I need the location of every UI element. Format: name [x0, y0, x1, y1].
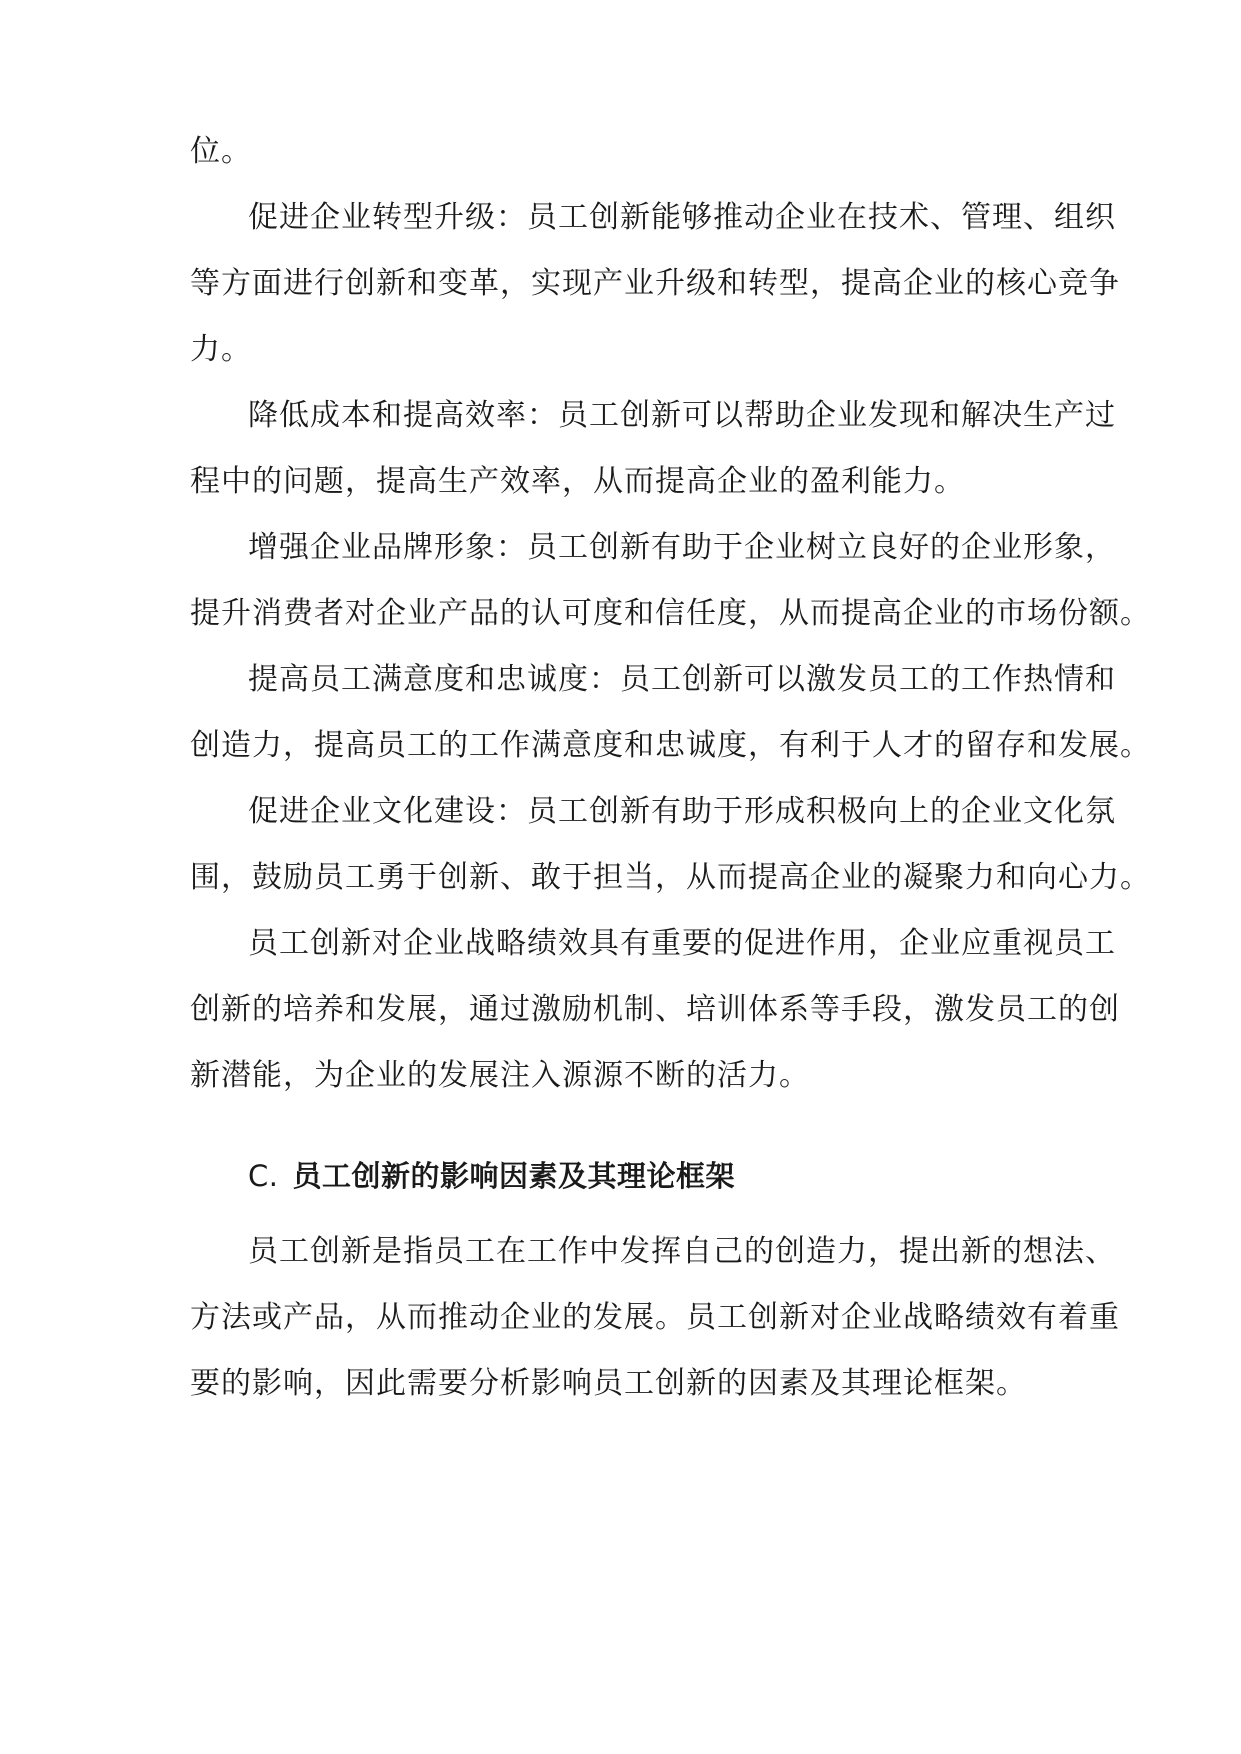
section-heading: [248, 1156, 1128, 1196]
paragraph-line: 创造力，提高员工的工作满意度和忠诚度，有利于人才的留存和发展。: [190, 728, 1151, 763]
paragraph-line: 创新的培养和发展，通过激励机制、培训体系等手段，激发员工的创: [190, 992, 1120, 1027]
paragraph-line: 降低成本和提高效率：员工创新可以帮助企业发现和解决生产过: [248, 398, 1116, 433]
paragraph-line: 促进企业转型升级：员工创新能够推动企业在技术、管理、组织: [248, 200, 1116, 235]
paragraph-line: 等方面进行创新和变革，实现产业升级和转型，提高企业的核心竞争: [190, 266, 1120, 301]
section-heading-title: 员工创新的影响因素及其理论框架: [292, 1159, 735, 1193]
paragraph-line: 促进企业文化建设：员工创新有助于形成积极向上的企业文化氛: [248, 794, 1116, 829]
paragraph-line: 位。: [190, 134, 252, 169]
paragraph-line: 员工创新对企业战略绩效具有重要的促进作用，企业应重视员工: [248, 926, 1116, 961]
section-heading-label: C.: [248, 1159, 279, 1193]
paragraph-line: 员工创新是指员工在工作中发挥自己的创造力，提出新的想法、: [248, 1234, 1116, 1269]
paragraph-line: 力。: [190, 332, 252, 367]
paragraph-line: 提高员工满意度和忠诚度：员工创新可以激发员工的工作热情和: [248, 662, 1116, 697]
paragraph-line: 新潜能，为企业的发展注入源源不断的活力。: [190, 1058, 810, 1093]
paragraph-line: 围，鼓励员工勇于创新、敢于担当，从而提高企业的凝聚力和向心力。: [190, 860, 1151, 895]
paragraph-line: 方法或产品，从而推动企业的发展。员工创新对企业战略绩效有着重: [190, 1300, 1120, 1335]
paragraph-line: 程中的问题，提高生产效率，从而提高企业的盈利能力。: [190, 464, 965, 499]
paragraph-line: 提升消费者对企业产品的认可度和信任度，从而提高企业的市场份额。: [190, 596, 1151, 631]
paragraph-line: 要的影响，因此需要分析影响员工创新的因素及其理论框架。: [190, 1366, 1027, 1401]
paragraph-line: 增强企业品牌形象：员工创新有助于企业树立良好的企业形象，: [248, 530, 1116, 565]
